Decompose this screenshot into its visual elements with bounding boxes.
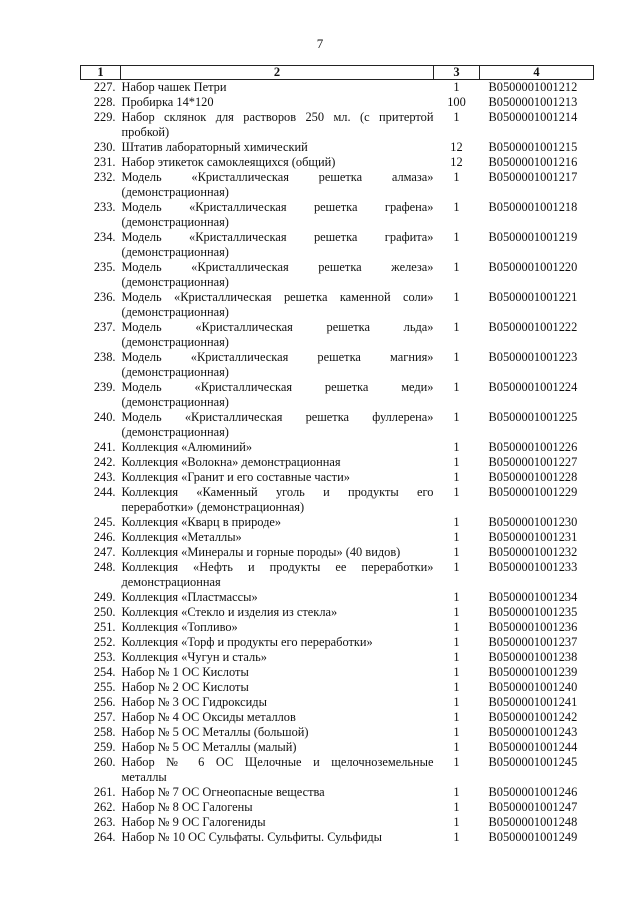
row-number: 247. — [93, 545, 116, 559]
table-row — [81, 470, 594, 485]
item-code: B0500001001220 — [488, 260, 578, 274]
item-quantity: 1 — [453, 665, 460, 679]
item-name — [121, 455, 434, 470]
column-header-quantity: 3 — [434, 66, 480, 80]
item-quantity: 1 — [453, 515, 460, 529]
item-quantity: 1 — [453, 635, 460, 649]
table-row — [81, 695, 594, 710]
column-header-code: 4 — [480, 66, 594, 80]
item-code: B0500001001222 — [488, 320, 578, 334]
table-row — [81, 140, 594, 155]
row-number: 258. — [93, 725, 116, 739]
item-name — [121, 620, 434, 635]
row-number: 261. — [93, 785, 116, 799]
item-name-line: Модель «Кристаллическая решетка алмаза» — [121, 170, 434, 184]
item-quantity: 1 — [453, 470, 460, 484]
item-quantity: 1 — [453, 455, 460, 469]
item-name — [121, 800, 434, 815]
item-quantity: 1 — [453, 800, 460, 814]
item-code: B0500001001244 — [488, 740, 578, 754]
row-number: 262. — [93, 800, 116, 814]
table-row — [81, 605, 594, 620]
item-quantity: 1 — [453, 260, 460, 274]
item-quantity: 1 — [453, 650, 460, 664]
item-name — [121, 140, 434, 155]
item-name — [121, 560, 434, 590]
item-name-line: Пробирка 14*120 — [121, 95, 214, 109]
row-number: 235. — [93, 260, 116, 274]
item-code: B0500001001224 — [488, 380, 578, 394]
table-row — [81, 110, 594, 140]
table-row — [81, 545, 594, 560]
row-number: 244. — [93, 485, 116, 499]
row-number: 263. — [93, 815, 116, 829]
row-number: 249. — [93, 590, 116, 604]
item-quantity: 12 — [450, 155, 463, 169]
item-name-line: Набор № 3 ОС Гидроксиды — [121, 695, 267, 709]
item-code: B0500001001246 — [488, 785, 578, 799]
table-body — [81, 80, 594, 846]
item-code: B0500001001225 — [488, 410, 578, 424]
item-name-line: Коллекция «Алюминий» — [121, 440, 253, 454]
inventory-table — [80, 65, 594, 845]
item-name-line: Набор этикеток самоклеящихся (общий) — [121, 155, 336, 169]
row-number: 231. — [93, 155, 116, 169]
item-name-line: Коллекция «Минералы и горные породы» (40 видов) — [121, 545, 401, 559]
table-row — [81, 320, 594, 350]
item-code: B0500001001229 — [488, 485, 578, 499]
row-number: 232. — [93, 170, 116, 184]
item-name — [121, 680, 434, 695]
row-number: 237. — [93, 320, 116, 334]
item-name-line: Набор № 6 ОС Щелочные и щелочноземельные — [121, 755, 434, 769]
item-code: B0500001001218 — [488, 200, 578, 214]
table-row — [81, 350, 594, 380]
item-quantity: 1 — [453, 545, 460, 559]
item-name-line: (демонстрационная) — [121, 425, 229, 439]
item-quantity: 1 — [453, 590, 460, 604]
item-code: B0500001001231 — [488, 530, 578, 544]
item-code: B0500001001216 — [488, 155, 578, 169]
item-name-line: Модель «Кристаллическая решетка фуллерена» — [121, 410, 434, 424]
item-quantity: 1 — [453, 785, 460, 799]
row-number: 243. — [93, 470, 116, 484]
item-code: B0500001001248 — [488, 815, 578, 829]
item-name-line: Коллекция «Нефть и продукты ее переработки» — [121, 560, 434, 574]
row-number: 252. — [93, 635, 116, 649]
item-name-line: переработки» (демонстрационная) — [121, 500, 305, 514]
item-quantity: 1 — [453, 290, 460, 304]
table-row — [81, 80, 594, 96]
item-name — [121, 515, 434, 530]
item-name-line: Коллекция «Волокна» демонстрационная — [121, 455, 341, 469]
table-row — [81, 560, 594, 590]
row-number: 230. — [93, 140, 116, 154]
item-quantity: 1 — [453, 830, 460, 844]
item-quantity: 1 — [453, 380, 460, 394]
item-quantity: 1 — [453, 410, 460, 424]
item-name-line: Модель «Кристаллическая решетка каменной соли» — [121, 290, 434, 304]
item-name — [121, 80, 434, 96]
item-name — [121, 590, 434, 605]
item-code: B0500001001240 — [488, 680, 578, 694]
item-code: B0500001001243 — [488, 725, 578, 739]
item-name-line: Набор № 5 ОС Металлы (большой) — [121, 725, 309, 739]
item-code: B0500001001228 — [488, 470, 578, 484]
item-quantity: 1 — [453, 485, 460, 499]
item-quantity: 1 — [453, 680, 460, 694]
table-row — [81, 710, 594, 725]
item-name-line: Коллекция «Топливо» — [121, 620, 238, 634]
table-row — [81, 530, 594, 545]
table-row — [81, 680, 594, 695]
item-quantity: 1 — [453, 230, 460, 244]
item-quantity: 1 — [453, 815, 460, 829]
column-header-number: 1 — [81, 66, 121, 80]
item-name — [121, 410, 434, 440]
item-name-line: Штатив лабораторный химический — [121, 140, 308, 154]
item-code: B0500001001249 — [488, 830, 578, 844]
item-code: B0500001001227 — [488, 455, 578, 469]
row-number: 255. — [93, 680, 116, 694]
item-name — [121, 545, 434, 560]
item-name-line: Модель «Кристаллическая решетка железа» — [121, 260, 434, 274]
table-row — [81, 200, 594, 230]
table-row — [81, 230, 594, 260]
table-row — [81, 440, 594, 455]
row-number: 259. — [93, 740, 116, 754]
item-name — [121, 95, 434, 110]
table-row — [81, 815, 594, 830]
item-name-line: Модель «Кристаллическая решетка магния» — [121, 350, 434, 364]
table-row — [81, 830, 594, 845]
item-name — [121, 440, 434, 455]
item-name-line: Коллекция «Кварц в природе» — [121, 515, 282, 529]
item-code: B0500001001217 — [488, 170, 578, 184]
row-number: 238. — [93, 350, 116, 364]
row-number: 239. — [93, 380, 116, 394]
item-quantity: 1 — [453, 725, 460, 739]
item-code: B0500001001233 — [488, 560, 578, 574]
row-number: 254. — [93, 665, 116, 679]
page-number: 7 — [316, 36, 324, 51]
item-code: B0500001001212 — [488, 80, 578, 94]
row-number: 246. — [93, 530, 116, 544]
item-code: B0500001001214 — [488, 110, 578, 124]
row-number: 227. — [93, 80, 116, 94]
item-code: B0500001001237 — [488, 635, 578, 649]
table-row — [81, 620, 594, 635]
table-row — [81, 635, 594, 650]
item-code: B0500001001236 — [488, 620, 578, 634]
item-name — [121, 470, 434, 485]
row-number: 251. — [93, 620, 116, 634]
item-quantity: 100 — [447, 95, 466, 109]
item-quantity: 1 — [453, 530, 460, 544]
table-row — [81, 95, 594, 110]
item-name-line: пробкой) — [121, 125, 170, 139]
item-code: B0500001001235 — [488, 605, 578, 619]
table-row — [81, 515, 594, 530]
item-name-line: Коллекция «Торф и продукты его переработки» — [121, 635, 373, 649]
table-row — [81, 410, 594, 440]
item-name-line: Набор № 7 ОС Огнеопасные вещества — [121, 785, 325, 799]
item-name — [121, 695, 434, 710]
item-name — [121, 605, 434, 620]
table-row — [81, 290, 594, 320]
row-number: 248. — [93, 560, 116, 574]
item-name-line: Модель «Кристаллическая решетка графена» — [121, 200, 434, 214]
item-name — [121, 380, 434, 410]
item-name-line: Коллекция «Чугун и сталь» — [121, 650, 268, 664]
item-name — [121, 110, 434, 140]
item-name-line: Набор № 9 ОС Галогениды — [121, 815, 266, 829]
item-quantity: 1 — [453, 320, 460, 334]
item-quantity: 1 — [453, 710, 460, 724]
item-quantity: 1 — [453, 440, 460, 454]
item-name — [121, 650, 434, 665]
item-name — [121, 485, 434, 515]
item-code: B0500001001239 — [488, 665, 578, 679]
item-name-line: (демонстрационная) — [121, 335, 229, 349]
item-name — [121, 635, 434, 650]
item-name-line: (демонстрационная) — [121, 185, 229, 199]
table-row — [81, 455, 594, 470]
item-name-line: Коллекция «Гранит и его составные части» — [121, 470, 350, 484]
item-quantity: 1 — [453, 350, 460, 364]
item-code: B0500001001215 — [488, 140, 578, 154]
item-quantity: 1 — [453, 620, 460, 634]
item-name-line: (демонстрационная) — [121, 245, 229, 259]
item-quantity: 1 — [453, 200, 460, 214]
row-number: 242. — [93, 455, 116, 469]
item-name — [121, 530, 434, 545]
row-number: 253. — [93, 650, 116, 664]
item-quantity: 1 — [453, 755, 460, 769]
item-quantity: 1 — [453, 170, 460, 184]
item-code: B0500001001241 — [488, 695, 578, 709]
item-name-line: Набор № 2 ОС Кислоты — [121, 680, 249, 694]
item-code: B0500001001234 — [488, 590, 578, 604]
item-name-line: Коллекция «Пластмассы» — [121, 590, 258, 604]
item-quantity: 1 — [453, 605, 460, 619]
item-name-line: демонстрационная — [121, 575, 221, 589]
item-quantity: 1 — [453, 740, 460, 754]
item-name-line: (демонстрационная) — [121, 305, 229, 319]
item-name — [121, 320, 434, 350]
row-number: 233. — [93, 200, 116, 214]
item-code: B0500001001230 — [488, 515, 578, 529]
item-name-line: Набор № 4 ОС Оксиды металлов — [121, 710, 296, 724]
item-name-line: Набор № 8 ОС Галогены — [121, 800, 253, 814]
item-name-line: (демонстрационная) — [121, 275, 229, 289]
item-name — [121, 725, 434, 740]
item-code: B0500001001238 — [488, 650, 578, 664]
table-row — [81, 170, 594, 200]
item-name — [121, 785, 434, 800]
row-number: 245. — [93, 515, 116, 529]
item-code: B0500001001223 — [488, 350, 578, 364]
item-code: B0500001001226 — [488, 440, 578, 454]
item-name-line: (демонстрационная) — [121, 215, 229, 229]
table-row — [81, 590, 594, 605]
row-number: 228. — [93, 95, 116, 109]
row-number: 240. — [93, 410, 116, 424]
table-row — [81, 260, 594, 290]
item-name — [121, 290, 434, 320]
item-name-line: (демонстрационная) — [121, 365, 229, 379]
item-code: B0500001001232 — [488, 545, 578, 559]
table-row — [81, 785, 594, 800]
item-name — [121, 200, 434, 230]
item-name-line: Набор чашек Петри — [121, 80, 227, 94]
table-row — [81, 740, 594, 755]
table-row — [81, 755, 594, 785]
table-row — [81, 485, 594, 515]
table-row — [81, 650, 594, 665]
item-name-line: Набор № 1 ОС Кислоты — [121, 665, 249, 679]
item-code: B0500001001221 — [488, 290, 578, 304]
item-quantity: 1 — [453, 560, 460, 574]
item-name-line: Модель «Кристаллическая решетка льда» — [121, 320, 434, 334]
row-number: 256. — [93, 695, 116, 709]
item-name-line: Коллекция «Стекло и изделия из стекла» — [121, 605, 338, 619]
item-name-line: Набор № 10 ОС Сульфаты. Сульфиты. Сульфиды — [121, 830, 382, 844]
item-quantity: 12 — [450, 140, 463, 154]
item-name — [121, 830, 434, 845]
item-quantity: 1 — [453, 110, 460, 124]
row-number: 241. — [93, 440, 116, 454]
item-name — [121, 755, 434, 785]
item-code: B0500001001242 — [488, 710, 578, 724]
item-quantity: 1 — [453, 695, 460, 709]
item-name-line: Набор № 5 ОС Металлы (малый) — [121, 740, 297, 754]
table-header — [81, 66, 594, 80]
item-name — [121, 260, 434, 290]
item-code: B0500001001213 — [488, 95, 578, 109]
table-row — [81, 665, 594, 680]
item-name — [121, 665, 434, 680]
item-name — [121, 710, 434, 725]
item-name — [121, 155, 434, 170]
inventory-table-container — [80, 65, 593, 845]
item-name-line: металлы — [121, 770, 167, 784]
table-row — [81, 380, 594, 410]
item-name-line: Модель «Кристаллическая решетка меди» — [121, 380, 434, 394]
row-number: 257. — [93, 710, 116, 724]
item-name — [121, 740, 434, 755]
table-row — [81, 725, 594, 740]
row-number: 264. — [93, 830, 116, 844]
row-number: 250. — [93, 605, 116, 619]
item-name — [121, 170, 434, 200]
item-name-line: Коллекция «Металлы» — [121, 530, 242, 544]
item-code: B0500001001219 — [488, 230, 578, 244]
item-name-line: Набор склянок для растворов 250 мл. (с притертой — [121, 110, 434, 124]
column-header-name: 2 — [121, 66, 434, 80]
item-name-line: (демонстрационная) — [121, 395, 229, 409]
item-name — [121, 815, 434, 830]
item-code: B0500001001245 — [488, 755, 578, 769]
row-number: 236. — [93, 290, 116, 304]
row-number: 234. — [93, 230, 116, 244]
table-row — [81, 800, 594, 815]
item-name-line: Модель «Кристаллическая решетка графита» — [121, 230, 434, 244]
item-quantity: 1 — [453, 80, 460, 94]
item-name-line: Коллекция «Каменный уголь и продукты его — [121, 485, 434, 499]
row-number: 229. — [93, 110, 116, 124]
item-name — [121, 350, 434, 380]
table-row — [81, 155, 594, 170]
item-name — [121, 230, 434, 260]
item-code: B0500001001247 — [488, 800, 578, 814]
row-number: 260. — [93, 755, 116, 769]
